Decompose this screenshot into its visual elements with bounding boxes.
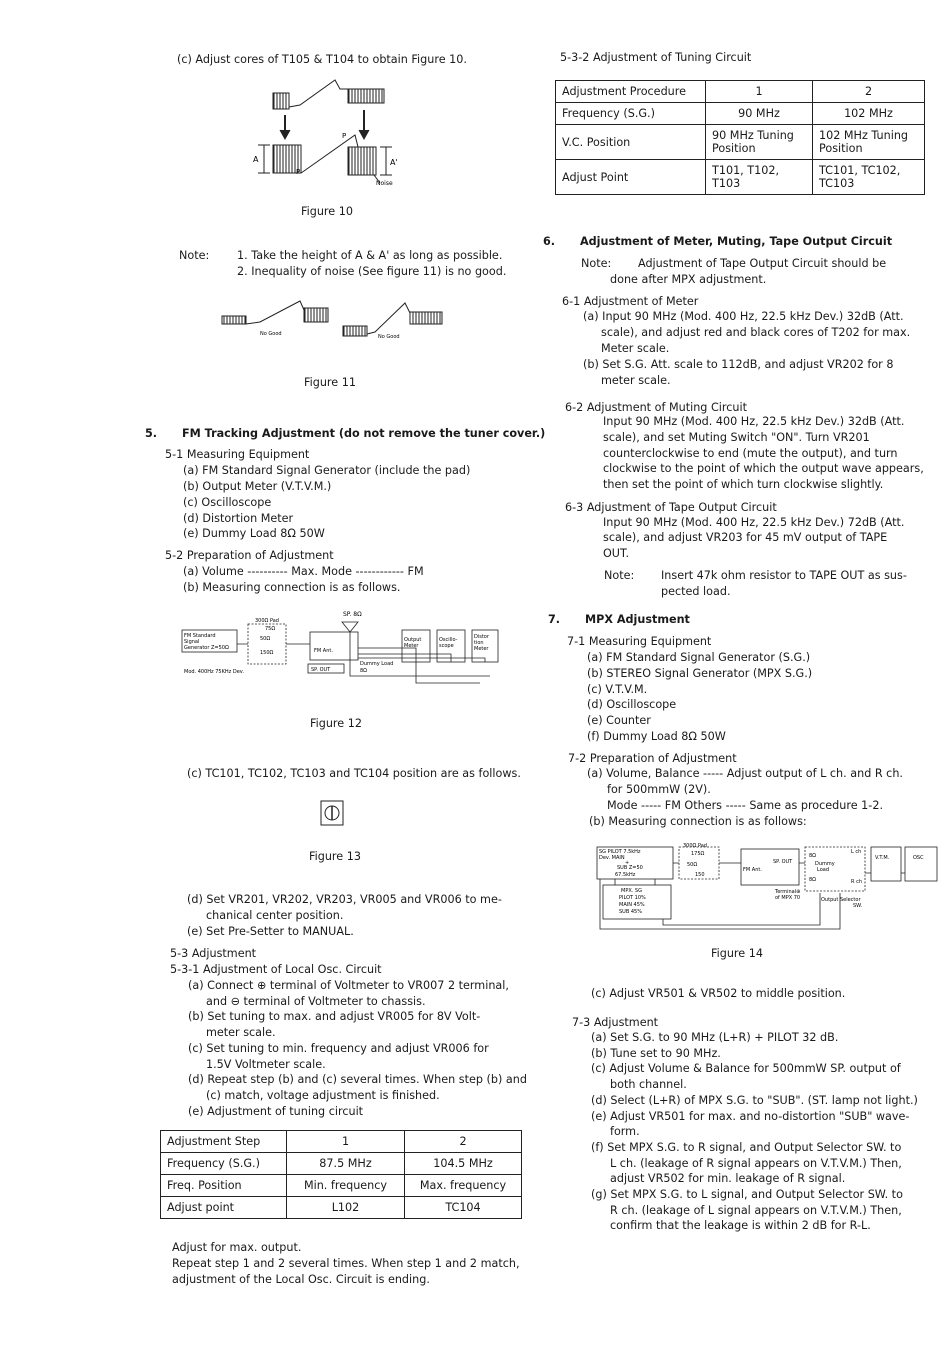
label: scope	[439, 643, 454, 649]
section-7-number: 7.	[548, 613, 561, 626]
figure-10-caption: Figure 10	[301, 205, 353, 218]
step-line: and ⊖ terminal of Voltmeter to chassis.	[206, 995, 426, 1008]
tail-line-2: Repeat step 1 and 2 several times. When step 1 and 2 match,	[172, 1257, 520, 1270]
label: SG PILOT 7.5kHz	[599, 849, 641, 855]
instruction-c-vr: (c) Adjust VR501 & VR502 to middle position.	[591, 987, 846, 1000]
label: 75Ω	[265, 626, 276, 632]
tail-line-3: adjustment of the Local Osc. Circuit is ending.	[172, 1273, 430, 1286]
table-row	[556, 103, 925, 125]
step-line: (c) Adjust Volume & Balance for 500mmW SP. output of	[591, 1062, 901, 1075]
table-cell: V.C. Position	[556, 125, 706, 160]
label: Signal	[184, 639, 200, 645]
tuning-circuit-table	[555, 80, 925, 195]
label: Mod. 400Hz 75KHz Dev.	[184, 669, 244, 675]
table-row	[556, 81, 925, 103]
equipment-item: (d) Oscilloscope	[587, 698, 677, 711]
label: FM Standard	[184, 633, 216, 639]
table-cell: TC104	[405, 1197, 522, 1219]
label: R ch	[851, 879, 862, 885]
figure-11-waveform	[220, 298, 450, 343]
equipment-item: (e) Dummy Load 8Ω 50W	[183, 527, 325, 540]
label-p: P	[342, 132, 347, 140]
label-noise: Noise	[376, 180, 393, 187]
equipment-item: (b) STEREO Signal Generator (MPX S.G.)	[587, 667, 813, 680]
section-5-2-title: 5-2 Preparation of Adjustment	[165, 549, 334, 562]
table-cell: Adjustment Procedure	[556, 81, 706, 103]
label: FM Ant.	[743, 867, 762, 873]
section-7-2-title: 7-2 Preparation of Adjustment	[568, 752, 737, 765]
section-6-3-note-label: Note:	[604, 569, 635, 582]
table-cell: 1	[706, 81, 813, 103]
step-line: scale), and adjust red and black cores of T202 for max.	[601, 326, 911, 339]
label: SW.	[853, 903, 863, 909]
section-5-1-title: 5-1 Measuring Equipment	[165, 448, 310, 461]
table-row	[161, 1153, 522, 1175]
local-osc-adjustment-table	[160, 1130, 522, 1219]
section-6-number: 6.	[543, 235, 556, 248]
step-line: (a) Input 90 MHz (Mod. 400 Hz, 22.5 kHz Dev.) 32dB (Att.	[583, 310, 904, 323]
step-line: (a) Connect ⊕ terminal of Voltmeter to VR007 2 terminal,	[188, 979, 509, 992]
equipment-item: (c) Oscilloscope	[183, 496, 272, 509]
label: Load	[817, 867, 829, 873]
tail-line-1: Adjust for max. output.	[172, 1241, 302, 1254]
table-row	[556, 160, 925, 195]
figure-10-waveform	[240, 75, 410, 190]
section-6-3-note-1: Insert 47k ohm resistor to TAPE OUT as sus-	[661, 569, 907, 582]
label: 300Ω Pad	[255, 618, 279, 624]
step-line: meter scale.	[601, 374, 671, 387]
section-6-3-title: 6-3 Adjustment of Tape Output Circuit	[565, 501, 777, 514]
section-7-title: MPX Adjustment	[585, 613, 690, 626]
instruction-c-cores: (c) Adjust cores of T105 & T104 to obtain Figure 10.	[177, 53, 467, 66]
label: MAIN 45%	[619, 902, 645, 908]
figure-14-connection-diagram	[595, 843, 940, 938]
label: Dummy	[815, 861, 835, 867]
table-row	[161, 1197, 522, 1219]
label: +	[625, 860, 630, 866]
table-cell: Freq. Position	[161, 1175, 287, 1197]
no-good-label-2: No Good	[378, 334, 400, 340]
step-line: (f) Set MPX S.G. to R signal, and Output Selector SW. to	[591, 1141, 902, 1154]
figure-13-caption: Figure 13	[309, 850, 361, 863]
step-line: (e) Adjust VR501 for max. and no-distortion "SUB" wave-	[591, 1110, 910, 1123]
table-cell: 102 MHz Tuning Position	[813, 125, 925, 160]
label: 8Ω	[360, 668, 368, 674]
table-cell: 90 MHz	[706, 103, 813, 125]
step-line: for 500mmW (2V).	[607, 783, 711, 796]
step-line: OUT.	[603, 547, 630, 560]
label: Meter	[404, 643, 419, 649]
section-6-3-note-2: pected load.	[661, 585, 731, 598]
step-line: R ch. (leakage of L signal appears on V.T.V.M.) Then,	[610, 1204, 902, 1217]
note-label: Note:	[179, 249, 210, 262]
note-1: 1. Take the height of A & A' as long as possible.	[237, 249, 503, 262]
equipment-item: (b) Output Meter (V.T.V.M.)	[183, 480, 332, 493]
table-cell: Frequency (S.G.)	[556, 103, 706, 125]
table-cell: 102 MHz	[813, 103, 925, 125]
section-6-1-title: 6-1 Adjustment of Meter	[562, 295, 699, 308]
instruction-d-line2: chanical center position.	[206, 909, 344, 922]
step-line: adjust VR502 for min. leakage of R signal.	[610, 1172, 846, 1185]
label-a: A	[253, 155, 259, 164]
label: Meter	[474, 646, 489, 652]
instruction-d-line1: (d) Set VR201, VR202, VR203, VR005 and VR006 to me-	[187, 893, 502, 906]
label: SP. 8Ω	[343, 611, 362, 618]
figure-14-caption: Figure 14	[711, 947, 763, 960]
table-row	[556, 125, 925, 160]
figure-12-connection-diagram	[180, 608, 500, 688]
step-line: L ch. (leakage of R signal appears on V.T.V.M.) Then,	[610, 1157, 902, 1170]
label: Output Selector	[821, 897, 861, 903]
label: 8Ω	[809, 853, 817, 859]
label: 50Ω	[260, 636, 271, 642]
step-line: then set the point of which turn clockwise slightly.	[603, 478, 884, 491]
label: MPX. SG	[621, 888, 642, 894]
equipment-item: (d) Distortion Meter	[183, 512, 294, 525]
label: SUB Z=50	[617, 865, 643, 871]
table-cell: 104.5 MHz	[405, 1153, 522, 1175]
section-7-1-title: 7-1 Measuring Equipment	[567, 635, 712, 648]
label: 67.5kHz	[615, 872, 636, 878]
step-line: scale), and adjust VR203 for 45 mV output of TAPE	[603, 531, 888, 544]
step-line: scale), and set Muting Switch "ON". Turn VR201	[603, 431, 870, 444]
step-line: (b) Measuring connection is as follows:	[589, 815, 807, 828]
equipment-item: (e) Counter	[587, 714, 651, 727]
section-5-3-title: 5-3 Adjustment	[170, 947, 257, 960]
label: Dev. MAIN	[599, 855, 625, 861]
step-line: clockwise to the point of which the output wave appears,	[603, 462, 924, 475]
label: 150	[695, 872, 705, 878]
table-cell: T101, T102, T103	[706, 160, 813, 195]
label: OSC	[913, 855, 924, 861]
instruction-c-tc: (c) TC101, TC102, TC103 and TC104 position are as follows.	[187, 767, 521, 780]
prep-item-a: (a) Volume ---------- Max. Mode ------------ FM	[183, 565, 424, 578]
label: Oscillo-	[439, 637, 458, 643]
section-5-number: 5.	[145, 427, 158, 440]
label-a-prime: A'	[390, 158, 398, 167]
step-line: (c) match, voltage adjustment is finished.	[206, 1089, 440, 1102]
label: PILOT 10%	[619, 895, 646, 901]
label: 8Ω	[809, 877, 817, 883]
equipment-item: (f) Dummy Load 8Ω 50W	[587, 730, 726, 743]
label: of MPX 70	[775, 895, 801, 901]
section-7-3-title: 7-3 Adjustment	[572, 1016, 659, 1029]
step-line: (b) Tune set to 90 MHz.	[591, 1047, 721, 1060]
step-line: (d) Select (L+R) of MPX S.G. to "SUB". (ST. lamp not light.)	[591, 1094, 918, 1107]
label: tion	[474, 640, 484, 646]
label: 300Ω Pad	[683, 843, 707, 849]
step-line: meter scale.	[206, 1026, 276, 1039]
step-line: Input 90 MHz (Mod. 400 Hz, 22.5 kHz Dev.) 72dB (Att.	[603, 516, 905, 529]
equipment-item: (a) FM Standard Signal Generator (S.G.)	[587, 651, 811, 664]
label: Distor	[474, 634, 489, 640]
table-cell: Adjust point	[161, 1197, 287, 1219]
label: Generator Z=50Ω	[184, 645, 229, 651]
step-line: confirm that the leakage is within 2 dB for R-L.	[610, 1219, 871, 1232]
section-5-3-2-title: 5-3-2 Adjustment of Tuning Circuit	[560, 51, 752, 64]
label: 175Ω	[691, 851, 705, 857]
section-6-note-2: done after MPX adjustment.	[610, 273, 767, 286]
label: SP. OUT	[311, 667, 331, 673]
step-line: both channel.	[610, 1078, 687, 1091]
table-cell: Min. frequency	[287, 1175, 405, 1197]
step-line: Meter scale.	[601, 342, 670, 355]
step-line: Mode ----- FM Others ----- Same as procedure 1-2.	[607, 799, 883, 812]
instruction-e: (e) Set Pre-Setter to MANUAL.	[187, 925, 354, 938]
label: Dummy Load	[360, 661, 394, 667]
table-cell: 2	[405, 1131, 522, 1153]
step-line: form.	[610, 1125, 640, 1138]
step-line: (b) Set tuning to max. and adjust VR005 for 8V Volt-	[188, 1010, 481, 1023]
table-cell: L102	[287, 1197, 405, 1219]
step-line: (a) Set S.G. to 90 MHz (L+R) + PILOT 32 dB.	[591, 1031, 839, 1044]
section-6-2-title: 6-2 Adjustment of Muting Circuit	[565, 401, 747, 414]
equipment-item: (a) FM Standard Signal Generator (include the pad)	[183, 464, 471, 477]
equipment-item: (c) V.T.V.M.	[587, 683, 648, 696]
table-cell: 1	[287, 1131, 405, 1153]
table-cell: 87.5 MHz	[287, 1153, 405, 1175]
label: FM Ant.	[314, 648, 333, 654]
step-line: (d) Repeat step (b) and (c) several times. When step (b) and	[188, 1073, 527, 1086]
table-cell: 90 MHz Tuning Position	[706, 125, 813, 160]
section-5-3-1-title: 5-3-1 Adjustment of Local Osc. Circuit	[170, 963, 382, 976]
figure-11-caption: Figure 11	[304, 376, 356, 389]
step-line: counterclockwise to end (mute the output), and turn	[603, 447, 898, 460]
table-cell: Frequency (S.G.)	[161, 1153, 287, 1175]
step-line: (g) Set MPX S.G. to L signal, and Output Selector SW. to	[591, 1188, 903, 1201]
prep-item-b: (b) Measuring connection is as follows.	[183, 581, 401, 594]
table-cell: 2	[813, 81, 925, 103]
section-6-note-label: Note:	[581, 257, 612, 270]
table-row	[161, 1131, 522, 1153]
step-line: (e) Adjustment of tuning circuit	[188, 1105, 364, 1118]
label: SUB 45%	[619, 909, 642, 915]
step-line: (a) Volume, Balance ----- Adjust output of L ch. and R ch.	[587, 767, 903, 780]
table-cell: TC101, TC102, TC103	[813, 160, 925, 195]
label: Terminal⊕	[775, 889, 801, 895]
table-cell: Adjustment Step	[161, 1131, 287, 1153]
table-cell: Adjust Point	[556, 160, 706, 195]
label: L ch	[851, 849, 862, 855]
step-line: (b) Set S.G. Att. scale to 112dB, and adjust VR202 for 8	[583, 358, 894, 371]
step-line: 1.5V Voltmeter scale.	[206, 1058, 326, 1071]
label: 150Ω	[260, 650, 274, 656]
label: Output	[404, 637, 422, 643]
figure-13-trimmer-icon	[320, 800, 344, 826]
section-6-title: Adjustment of Meter, Muting, Tape Output Circuit	[580, 235, 893, 248]
table-row	[161, 1175, 522, 1197]
no-good-label-1: No Good	[260, 331, 282, 337]
label: SP. OUT	[773, 859, 793, 865]
step-line: (c) Set tuning to min. frequency and adjust VR006 for	[188, 1042, 489, 1055]
note-2: 2. Inequality of noise (See figure 11) is no good.	[237, 265, 507, 278]
label: 50Ω	[687, 862, 698, 868]
section-5-title: FM Tracking Adjustment (do not remove the tuner cover.)	[182, 427, 546, 440]
figure-12-caption: Figure 12	[310, 717, 362, 730]
step-line: Input 90 MHz (Mod. 400 Hz, 22.5 kHz Dev.) 32dB (Att.	[603, 415, 905, 428]
label: V.T.M.	[875, 855, 890, 861]
table-cell: Max. frequency	[405, 1175, 522, 1197]
label-p2: P	[296, 168, 301, 176]
section-6-note-1: Adjustment of Tape Output Circuit should be	[638, 257, 887, 270]
